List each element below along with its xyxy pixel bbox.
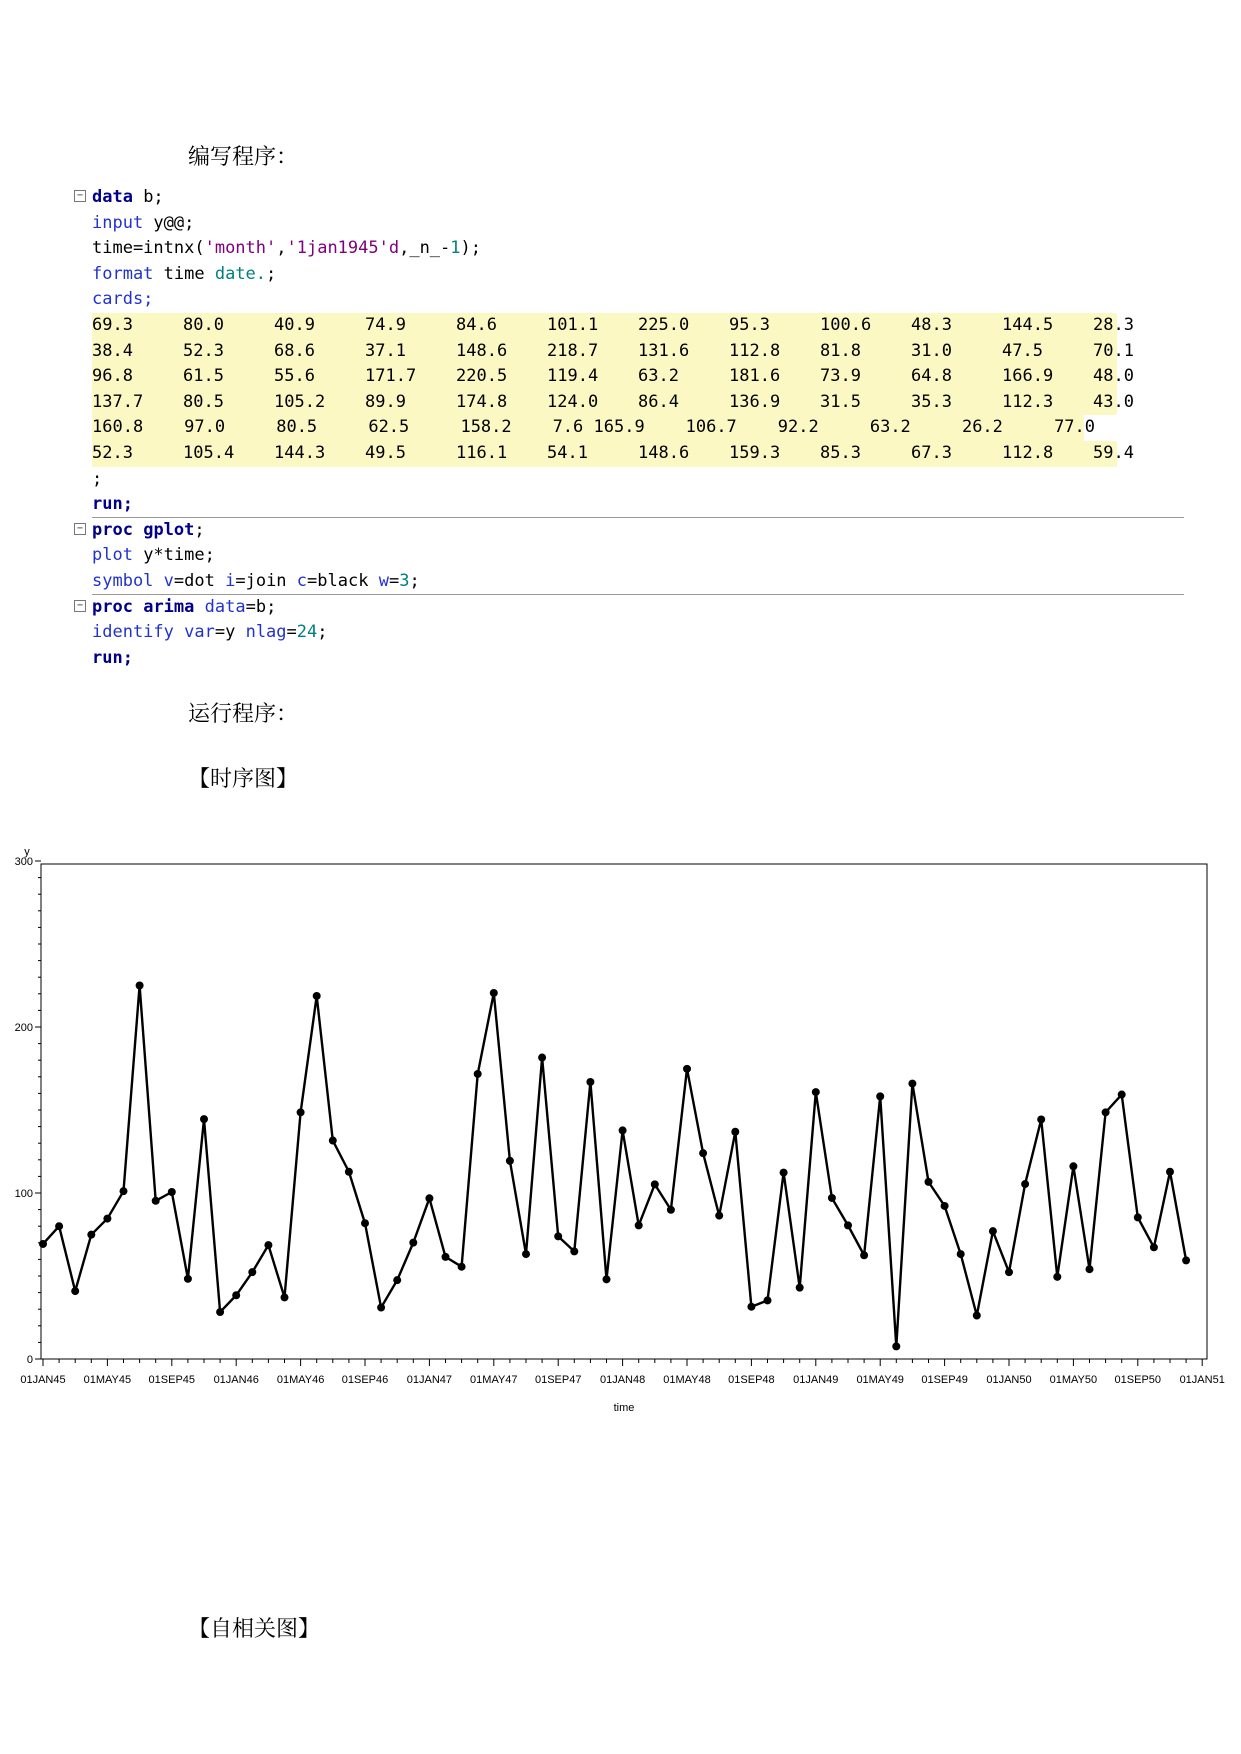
data-point (216, 1308, 224, 1316)
data-point (1166, 1168, 1174, 1176)
data-point (409, 1239, 417, 1247)
data-cell: 166.9 (1002, 366, 1054, 387)
data-point (39, 1240, 47, 1248)
data-cell: 89.9 (365, 391, 406, 412)
data-cell: 119.4 (547, 366, 599, 387)
data-point (490, 989, 498, 997)
data-point (425, 1194, 433, 1202)
data-point (941, 1202, 949, 1210)
data-point (1118, 1091, 1126, 1099)
data-point (442, 1253, 450, 1261)
code-data-line (74, 364, 1184, 390)
data-point (248, 1268, 256, 1276)
data-cell: 49.5 (365, 442, 406, 463)
data-point (1182, 1256, 1190, 1264)
data-point (87, 1231, 95, 1239)
data-point (586, 1078, 594, 1086)
data-cell: 63.2 (638, 366, 679, 387)
code-line: − data b; (74, 185, 1184, 211)
data-cell: 74.9 (365, 314, 406, 335)
data-point (200, 1115, 208, 1123)
plot-frame (41, 864, 1207, 1359)
x-tick-label: 01MAY46 (276, 1374, 325, 1386)
code-editor[interactable] (74, 185, 1184, 671)
x-axis-label: time (613, 1402, 635, 1414)
data-point (908, 1080, 916, 1088)
data-point (168, 1188, 176, 1196)
data-point (522, 1250, 530, 1258)
code-line: symbol v=dot i=join c=black w=3; (74, 569, 1184, 595)
data-cell: 220.5 (456, 366, 508, 387)
data-cell: 225.0 (638, 314, 690, 335)
data-cell: 144.5 (1002, 314, 1054, 335)
data-cell: 52.3 (92, 442, 133, 463)
data-cell: 31.5 (820, 391, 861, 412)
data-point (55, 1222, 63, 1230)
x-tick-label: 01JAN50 (986, 1374, 1032, 1386)
data-cell: 37.1 (365, 340, 406, 361)
collapse-icon[interactable]: − (74, 523, 86, 535)
data-cell: 48.0 (1093, 366, 1134, 387)
data-cell: 43.0 (1093, 391, 1134, 412)
code-line: − proc arima data=b; (74, 595, 1184, 621)
data-point (458, 1263, 466, 1271)
data-point (780, 1169, 788, 1177)
data-point (747, 1303, 755, 1311)
x-tick-label: 01MAY50 (1049, 1374, 1098, 1386)
heading-time-series-plot: 【时序图】 (188, 767, 299, 792)
x-tick-label: 01SEP46 (341, 1374, 389, 1386)
data-point (393, 1276, 401, 1284)
data-point (377, 1304, 385, 1312)
code-line: − proc gplot; (74, 518, 1184, 544)
data-cell: 35.3 (911, 391, 952, 412)
data-point (1053, 1273, 1061, 1281)
x-tick-label: 01MAY49 (856, 1374, 904, 1386)
data-row (92, 441, 1134, 467)
y-tick-label: 0 (26, 1354, 33, 1366)
data-point (1069, 1162, 1077, 1170)
data-point (683, 1065, 691, 1073)
code-line: run; (74, 492, 1184, 518)
data-point (844, 1221, 852, 1229)
data-point (651, 1180, 659, 1188)
data-cell: 112.8 (729, 340, 781, 361)
data-point (71, 1287, 79, 1295)
x-tick-label: 01SEP45 (148, 1374, 196, 1386)
data-point (812, 1088, 820, 1096)
data-point (506, 1157, 514, 1165)
data-point (603, 1275, 611, 1283)
data-cell: 137.7 (92, 391, 144, 412)
data-point (635, 1221, 643, 1229)
data-cell: 31.0 (911, 340, 952, 361)
collapse-icon[interactable]: − (74, 190, 86, 202)
data-point (957, 1250, 965, 1258)
time-series-chart (0, 845, 1241, 1430)
x-tick-label: 01MAY48 (663, 1374, 711, 1386)
data-row (92, 364, 1134, 390)
x-tick-label: 01JAN47 (406, 1374, 453, 1386)
data-cell: 73.9 (820, 366, 861, 387)
code-line: run; (92, 647, 133, 668)
data-cell: 64.8 (911, 366, 952, 387)
data-point (796, 1284, 804, 1292)
data-point (989, 1227, 997, 1235)
data-point (892, 1342, 900, 1350)
data-cell: 159.3 (729, 442, 781, 463)
data-cell: 47.5 (1002, 340, 1043, 361)
data-point (281, 1293, 289, 1301)
code-line: ; (92, 468, 103, 489)
code-data-line (74, 313, 1184, 339)
collapse-icon[interactable]: − (74, 600, 86, 612)
data-cell: 171.7 (365, 366, 417, 387)
code-line: input y@@; (92, 212, 195, 233)
data-point (860, 1251, 868, 1259)
data-point (554, 1232, 562, 1240)
data-row: 160.8 97.0 80.5 62.5 158.2 7.6 165.9 106.7 92.2 63.2 26.2 77.0 (92, 415, 1084, 441)
y-axis-label: y (24, 846, 30, 858)
code-data-line (74, 390, 1184, 416)
x-tick-label: 01JAN51 (1179, 1374, 1225, 1386)
data-point (264, 1241, 272, 1249)
data-point (474, 1070, 482, 1078)
data-cell: 105.2 (274, 391, 326, 412)
data-cell: 112.3 (1002, 391, 1054, 412)
data-point (764, 1296, 772, 1304)
code-line: identify var=y nlag=24; (92, 622, 328, 643)
data-point (136, 982, 144, 990)
data-cell: 131.6 (638, 340, 690, 361)
data-point (715, 1212, 723, 1220)
data-cell: 55.6 (274, 366, 315, 387)
data-cell: 148.6 (456, 340, 508, 361)
data-cell: 70.1 (1093, 340, 1134, 361)
data-cell: 174.8 (456, 391, 508, 412)
data-point (570, 1247, 578, 1255)
series-line (43, 986, 1186, 1347)
data-cell: 86.4 (638, 391, 679, 412)
data-cell: 181.6 (729, 366, 781, 387)
data-point (232, 1291, 240, 1299)
data-point (731, 1128, 739, 1136)
data-cell: 81.8 (820, 340, 861, 361)
x-tick-label: 01SEP49 (921, 1374, 968, 1386)
code-data-line (74, 441, 1184, 467)
data-cell: 116.1 (456, 442, 508, 463)
data-point (925, 1178, 933, 1186)
data-point (538, 1054, 546, 1062)
code-data-line (74, 415, 1184, 441)
data-point (297, 1108, 305, 1116)
data-point (1150, 1243, 1158, 1251)
code-line: time=intnx('month','1jan1945'd,_n_-1); (92, 238, 482, 259)
x-tick-label: 01JAN45 (20, 1374, 66, 1386)
x-tick-label: 01JAN49 (793, 1374, 839, 1386)
data-cell: 112.8 (1002, 442, 1054, 463)
data-point (120, 1187, 128, 1195)
data-point (699, 1149, 707, 1157)
y-tick-label: 200 (14, 1022, 33, 1034)
data-cell: 85.3 (820, 442, 861, 463)
data-cell: 124.0 (547, 391, 599, 412)
code-line: plot y*time; (92, 545, 215, 566)
data-point (1037, 1115, 1045, 1123)
heading-acf-plot: 【自相关图】 (188, 1617, 321, 1642)
code-data-line (74, 339, 1184, 365)
data-cell: 52.3 (183, 340, 224, 361)
data-cell: 54.1 (547, 442, 588, 463)
code-line: format time date.; (92, 263, 277, 284)
data-cell: 61.5 (183, 366, 224, 387)
data-point (329, 1137, 337, 1145)
data-point (1134, 1213, 1142, 1221)
data-row (92, 313, 1134, 339)
data-point (876, 1092, 884, 1100)
data-row (92, 390, 1134, 416)
data-point (1086, 1265, 1094, 1273)
data-point (1021, 1180, 1029, 1188)
code-line: cards; (92, 289, 154, 310)
data-cell: 136.9 (729, 391, 781, 412)
data-point (828, 1194, 836, 1202)
data-cell: 101.1 (547, 314, 599, 335)
x-tick-label: 01SEP47 (534, 1374, 582, 1386)
data-point (973, 1312, 981, 1320)
x-tick-label: 01JAN48 (599, 1374, 646, 1386)
data-point (313, 992, 321, 1000)
x-tick-label: 01SEP50 (1114, 1374, 1162, 1386)
data-cell: 96.8 (92, 366, 133, 387)
data-cell: 38.4 (92, 340, 133, 361)
heading-write-program: 编写程序： (188, 145, 299, 170)
data-cell: 144.3 (274, 442, 326, 463)
data-cell: 100.6 (820, 314, 872, 335)
data-point (619, 1126, 627, 1134)
data-cell: 48.3 (911, 314, 952, 335)
heading-run-program: 运行程序： (188, 702, 299, 727)
data-point (103, 1215, 111, 1223)
x-tick-label: 01MAY47 (470, 1374, 518, 1386)
data-cell: 80.0 (183, 314, 224, 335)
data-point (1005, 1268, 1013, 1276)
x-tick-label: 01JAN46 (213, 1374, 259, 1386)
data-row (92, 339, 1134, 365)
data-cell: 59.4 (1093, 442, 1134, 463)
data-cell: 95.3 (729, 314, 770, 335)
y-tick-label: 100 (14, 1188, 33, 1200)
data-cell: 218.7 (547, 340, 599, 361)
data-cell: 148.6 (638, 442, 690, 463)
data-cell: 67.3 (911, 442, 952, 463)
y-tick-label: 300 (14, 856, 33, 868)
data-cell: 105.4 (183, 442, 235, 463)
data-cell: 28.3 (1093, 314, 1134, 335)
data-point (184, 1275, 192, 1283)
x-tick-label: 01SEP48 (728, 1374, 775, 1386)
data-point (361, 1219, 369, 1227)
data-point (1102, 1108, 1110, 1116)
data-cell: 84.6 (456, 314, 497, 335)
data-point (667, 1206, 675, 1214)
data-cell: 69.3 (92, 314, 133, 335)
data-cell: 40.9 (274, 314, 315, 335)
data-point (345, 1168, 353, 1176)
data-cell: 68.6 (274, 340, 315, 361)
x-tick-label: 01MAY45 (83, 1374, 132, 1386)
data-cell: 80.5 (183, 391, 224, 412)
data-point (152, 1197, 160, 1205)
